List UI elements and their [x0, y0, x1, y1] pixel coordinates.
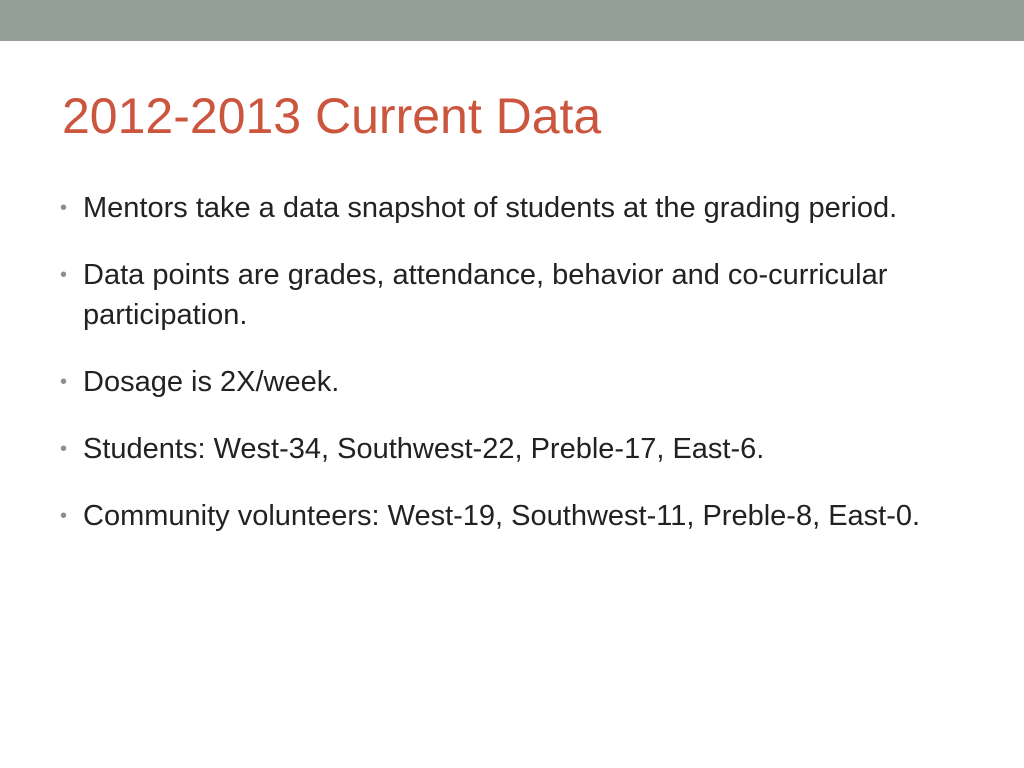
bullet-dot-icon: • — [60, 197, 68, 219]
bullet-item — [60, 188, 960, 228]
bullet-list — [60, 188, 960, 563]
slide-title: 2012-2013 Current Data — [62, 88, 602, 144]
bullet-text: Community volunteers: West-19, Southwest-11, Preble-8, East-0. — [83, 500, 921, 532]
bullet-item — [60, 429, 960, 469]
bullet-text: Students: West-34, Southwest-22, Preble-17, East-6. — [83, 433, 765, 465]
bullet-item — [60, 496, 960, 536]
bullet-dot-icon: • — [60, 264, 68, 286]
bullet-text: Data points are grades, attendance, behavior and co-curricular participation. — [83, 259, 888, 331]
bullet-item — [60, 362, 960, 402]
bullet-dot-icon: • — [60, 438, 68, 460]
bullet-item — [60, 255, 960, 335]
bullet-text: Mentors take a data snapshot of students at the grading period. — [83, 192, 898, 224]
top-accent-band — [0, 0, 1024, 41]
bullet-dot-icon: • — [60, 505, 68, 527]
bullet-dot-icon: • — [60, 371, 68, 393]
bullet-text: Dosage is 2X/week. — [83, 366, 340, 398]
